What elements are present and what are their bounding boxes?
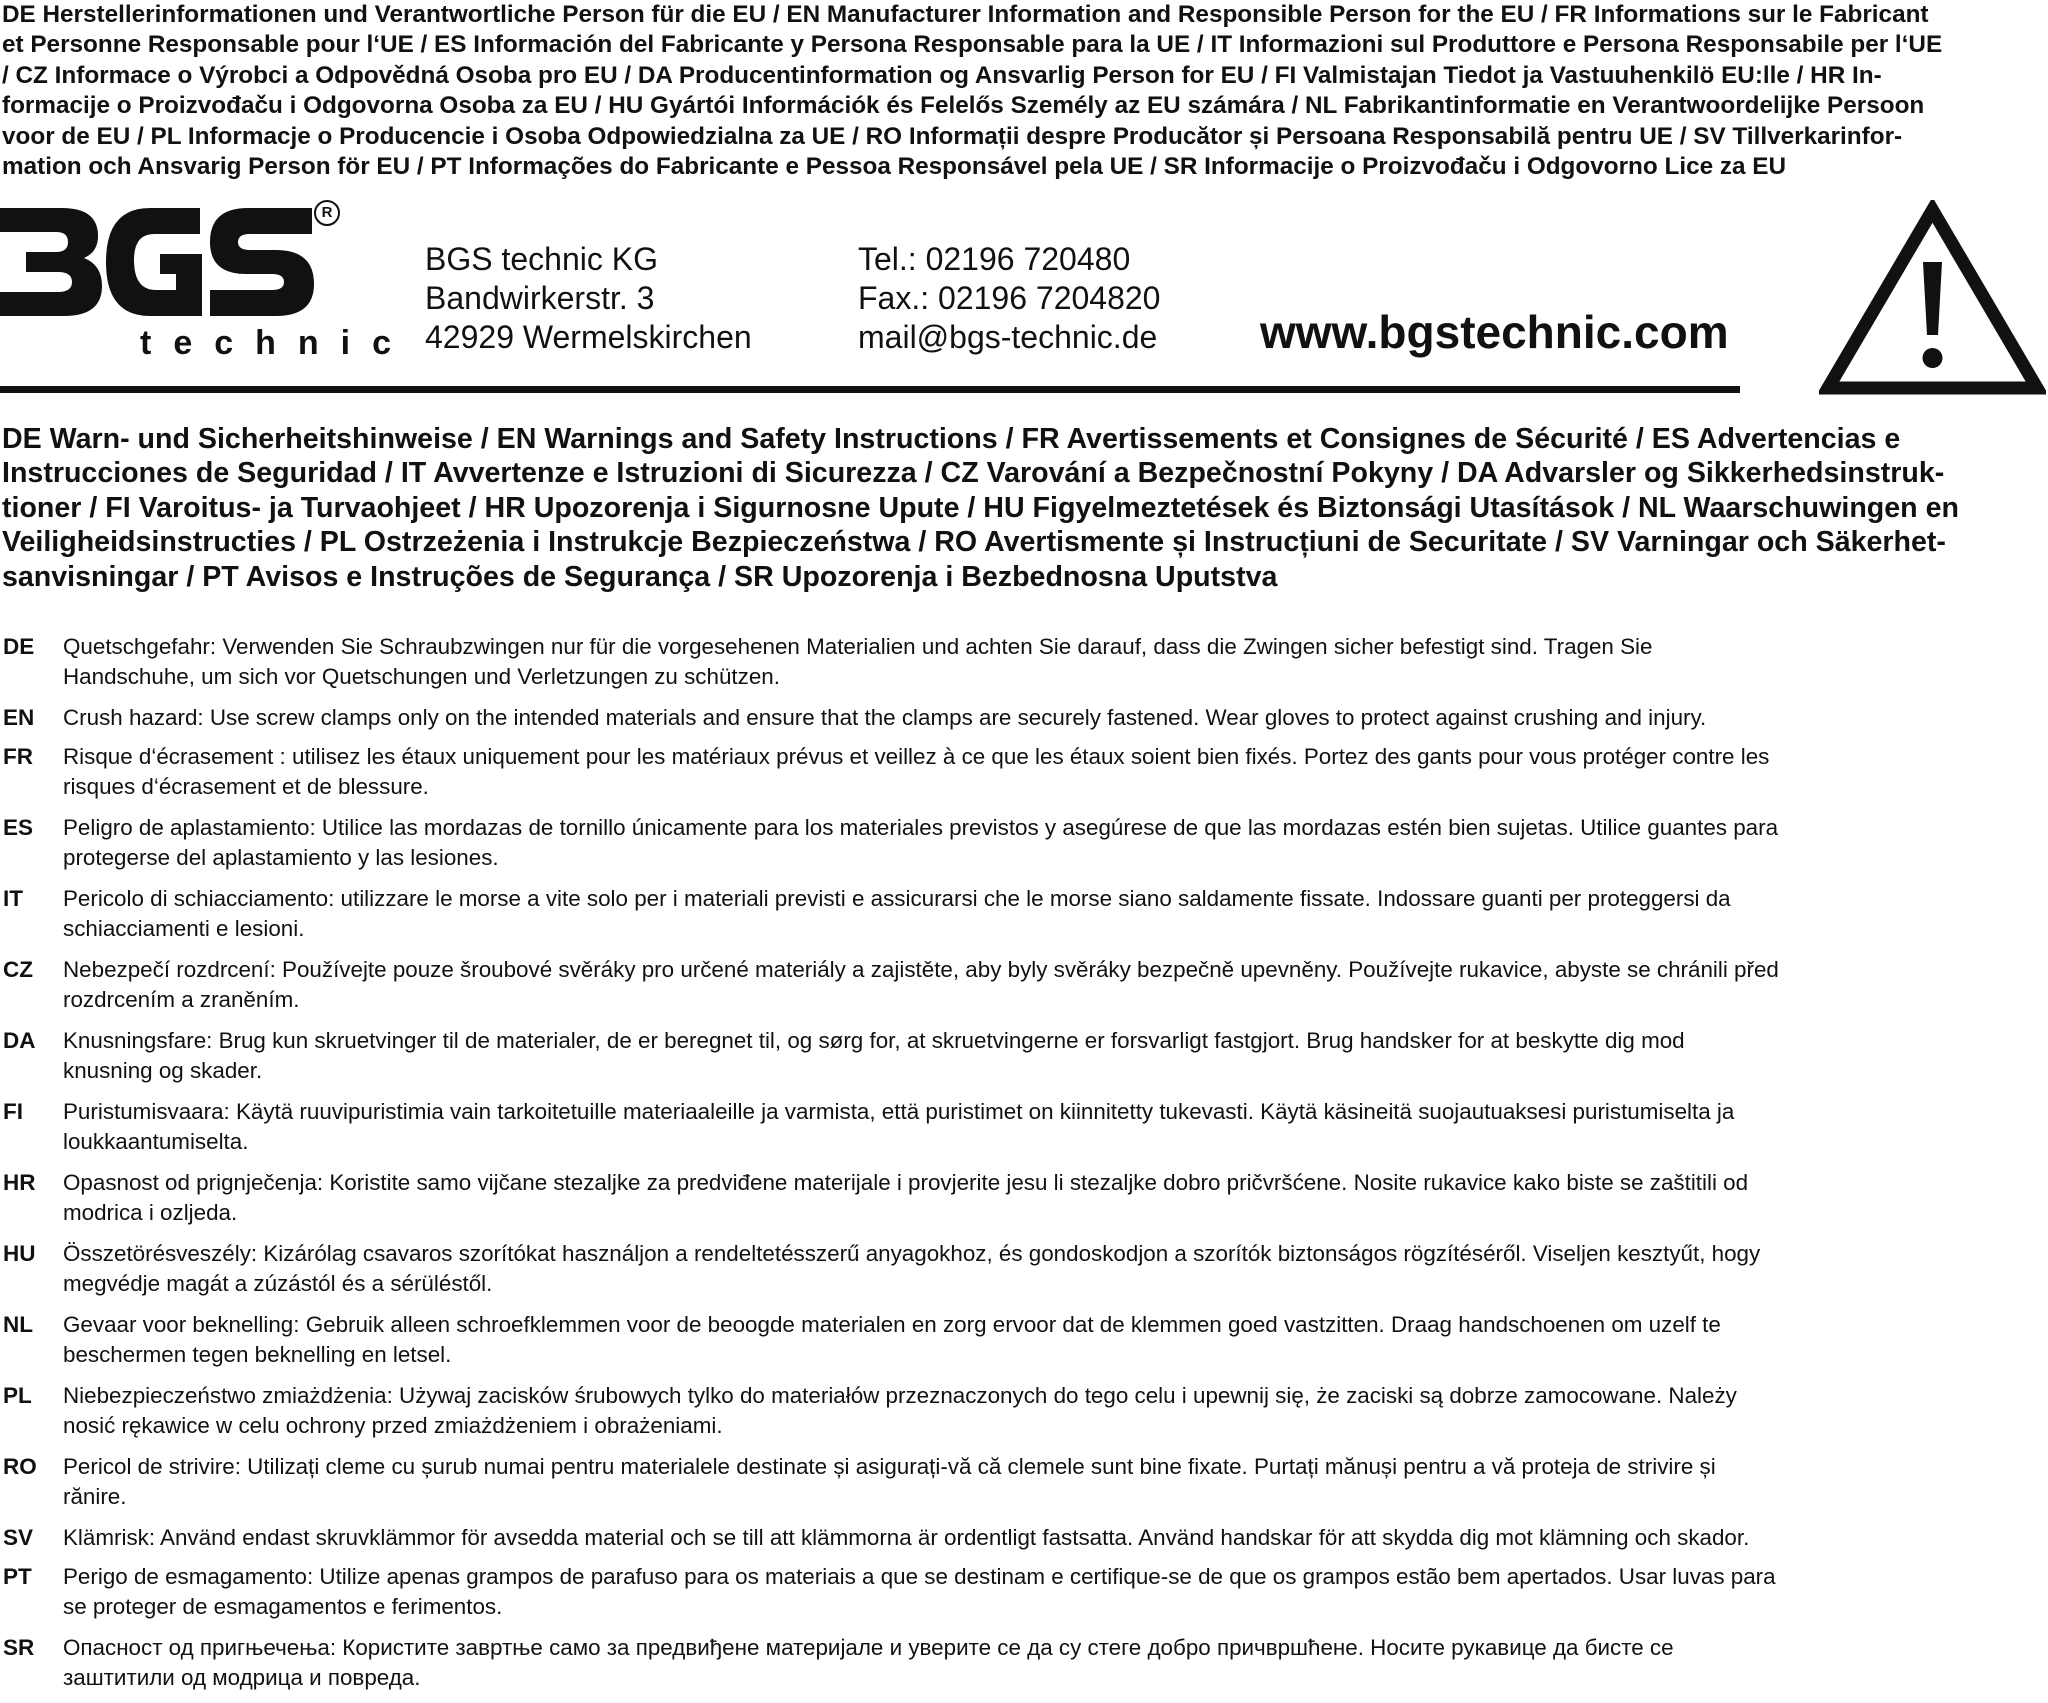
language-code: FI bbox=[3, 1099, 23, 1124]
text-line: Опасност од пригњечења: Користите завртње само за предвиђене материјале и уверите се да су стеге добро причвршћене. Носите рукавице да бисте се bbox=[63, 1635, 1674, 1660]
phone-number: Tel.: 02196 720480 bbox=[858, 241, 1131, 277]
language-code: NL bbox=[3, 1312, 33, 1337]
text-line: rozdrcením a zraněním. bbox=[63, 987, 300, 1012]
text-line: risques d‘écrasement et de blessure. bbox=[63, 774, 429, 799]
list-item bbox=[0, 1025, 2046, 1096]
text-line: nosić rękawice w celu ochrony przed zmiażdżeniem i obrażeniami. bbox=[63, 1413, 723, 1438]
header-divider bbox=[0, 386, 1740, 393]
text-line: Perigo de esmagamento: Utilize apenas grampos de parafuso para os materiais a que se destinam e certifique-se de que os grampos estão bem apertados. Usar luvas para bbox=[63, 1564, 1776, 1589]
list-item bbox=[0, 812, 2046, 883]
heading-line: sanvisningar / PT Avisos e Instruções de Segurança / SR Upozorenja i Bezbednosna Uputstva bbox=[2, 560, 1278, 593]
bgs-logo bbox=[0, 200, 414, 362]
text-line: Handschuhe, um sich vor Quetschungen und Verletzungen zu schützen. bbox=[63, 664, 780, 689]
text-line: Peligro de aplastamiento: Utilice las mordazas de tornillo únicamente para los materiales previstos y asegúrese de que las mordazas estén bien sujetas. Utilice guantes para bbox=[63, 815, 1779, 840]
postal-city: 42929 Wermelskirchen bbox=[425, 319, 752, 355]
entry-text bbox=[63, 1310, 2048, 1370]
safety-entries-list bbox=[0, 631, 2046, 1703]
company-name: BGS technic KG bbox=[425, 241, 658, 277]
language-code: SV bbox=[3, 1525, 34, 1550]
text-line: protegerse del aplastamiento y las lesiones. bbox=[63, 845, 499, 870]
text-line: Niebezpieczeństwo zmiażdżenia: Używaj zacisków śrubowych tylko do materiałów przeznaczonych do tego celu i upewnij się, że zaciski są dobrze zamocowane. Należy bbox=[63, 1383, 1737, 1408]
text-line: заштитили од модрица и повреда. bbox=[63, 1665, 421, 1690]
text-line: Pericol de strivire: Utilizați cleme cu șurub numai pentru materialele destinate și asigurați-vă că clemele sunt bine fixate. Purtați mănuși pentru a vă proteja de strivire și bbox=[63, 1454, 1716, 1479]
list-item bbox=[0, 883, 2046, 954]
logo-subtext: technic bbox=[140, 324, 414, 362]
text-line: loukkaantumiselta. bbox=[63, 1129, 249, 1154]
entry-text bbox=[63, 742, 2048, 802]
fax-number: Fax.: 02196 7204820 bbox=[858, 280, 1161, 316]
entry-text bbox=[63, 1452, 2048, 1512]
company-address bbox=[425, 240, 752, 357]
safety-instructions-heading bbox=[2, 422, 2042, 594]
text-line: schiacciamenti e lesioni. bbox=[63, 916, 305, 941]
language-code: RO bbox=[3, 1454, 37, 1479]
heading-line: DE Warn- und Sicherheitshinweise / EN Warnings and Safety Instructions / FR Avertissements et Consignes de Sécurité / ES Advertencias e bbox=[2, 423, 1901, 455]
entry-text bbox=[63, 632, 2048, 692]
list-item bbox=[0, 741, 2046, 812]
text-line: Puristumisvaara: Käytä ruuvipuristimia vain tarkoitetuille materiaaleille ja varmista, että puristimet on kiinnitetty tukevasti. Käytä käsineitä suojautuaksesi puristumiselta ja bbox=[63, 1099, 1735, 1124]
list-item bbox=[0, 1380, 2046, 1451]
heading-line: Veiligheidsinstructies / PL Ostrzeżenia i Instrukcje Bezpieczeństwa / RO Avertismente și Instrucțiuni de Securitate / SV Varningar och Säkerhet- bbox=[2, 526, 1946, 559]
language-code: HR bbox=[3, 1170, 36, 1195]
language-code: ES bbox=[3, 815, 34, 840]
language-code: EN bbox=[3, 705, 35, 730]
text-line: Pericolo di schiacciamento: utilizzare le morse a vite solo per i materiali previsti e assicurarsi che le morse siano saldamente fissate. Indossare guanti per proteggersi da bbox=[63, 886, 1731, 911]
text-line: Knusningsfare: Brug kun skruetvinger til de materialer, de er beregnet til, og sørg for, at skruetvingerne er forsvarligt fastgjort. Brug handsker for at beskytte dig mod bbox=[63, 1028, 1685, 1053]
text-line: megvédje magát a zúzástól és a sérüléstől. bbox=[63, 1271, 493, 1296]
text-line: Összetörésveszély: Kizárólag csavaros szorítókat használjon a rendeltetésszerű anyagokhoz, és gondoskodjon a szorítók biztonságos rögzítéséről. Viseljen kesztyűt, hogy bbox=[63, 1241, 1761, 1266]
language-code: FR bbox=[3, 744, 33, 769]
heading-line: Instrucciones de Seguridad / IT Avvertenze e Istruzioni di Sicurezza / CZ Varování a Bezpečnostní Pokyny / DA Advarsler og Sikkerhedsinstruk- bbox=[2, 457, 1945, 490]
entry-text bbox=[63, 1523, 2048, 1553]
manufacturer-info-heading bbox=[2, 0, 2042, 182]
list-item bbox=[0, 1561, 2046, 1632]
entry-text bbox=[63, 1633, 2048, 1693]
heading-line: tioner / FI Varoitus- ja Turvaohjeet / HR Upozorenja i Sigurnosne Upute / HU Figyelmeztetések és Biztonsági Utasítások / NL Waarschuwingen en bbox=[2, 491, 1959, 524]
language-code: HU bbox=[3, 1241, 36, 1266]
language-code: SR bbox=[3, 1635, 35, 1660]
language-code: DA bbox=[3, 1028, 36, 1053]
entry-text bbox=[63, 1026, 2048, 1086]
bgs-wordmark bbox=[0, 200, 315, 320]
entry-text bbox=[63, 1097, 2048, 1157]
heading-line: formacije o Proizvođaču i Odgovorna Osoba za EU / HU Gyártói Információk és Felelős Személy az EU számára / NL Fabrikantinformatie en Verantwoordelijke Persoon bbox=[2, 92, 1925, 120]
text-line: Nebezpečí rozdrcení: Používejte pouze šroubové svěráky pro určené materiály a zajistěte, aby byly svěráky bezpečně upevněny. Používejte rukavice, abyste se chránili před bbox=[63, 957, 1779, 982]
text-line: rănire. bbox=[63, 1484, 127, 1509]
language-code: PL bbox=[3, 1383, 32, 1408]
entry-text bbox=[63, 884, 2048, 944]
text-line: Klämrisk: Använd endast skruvklämmor för avsedda material och se till att klämmorna är ordentligt fastsatta. Använd handskar för att skydda dig mot klämning och skador. bbox=[63, 1525, 1750, 1550]
entry-text bbox=[63, 1239, 2048, 1299]
text-line: Risque d‘écrasement : utilisez les étaux uniquement pour les matériaux prévus et veillez à ce que les étaux soient bien fixés. Portez des gants pour vous protéger contre les bbox=[63, 744, 1770, 769]
list-item bbox=[0, 631, 2046, 702]
heading-line: DE Herstellerinformationen und Verantwortliche Person für die EU / EN Manufacturer Information and Responsible Person for the EU / FR Informations sur le Fabricant bbox=[2, 1, 1929, 28]
heading-line: voor de EU / PL Informacje o Producencie i Osoba Odpowiedzialna za UE / RO Informații despre Producător și Persoana Responsabilă pentru UE / SV Tillverkarinfor- bbox=[2, 122, 1903, 150]
language-code: PT bbox=[3, 1564, 32, 1589]
text-line: Quetschgefahr: Verwenden Sie Schraubzwingen nur für die vorgesehenen Materialien und achten Sie darauf, dass die Zwingen sicher befestigt sind. Tragen Sie bbox=[63, 634, 1653, 659]
website-link[interactable]: www.bgstechnic.com bbox=[1260, 306, 1729, 358]
language-code: CZ bbox=[3, 957, 33, 982]
heading-line: mation och Ansvarig Person för EU / PT Informações do Fabricante e Pessoa Responsável pela UE / SR Informacije o Proizvođaču i Odgovorno Lice za EU bbox=[2, 153, 1787, 181]
list-item bbox=[0, 1238, 2046, 1309]
language-code: DE bbox=[3, 634, 35, 659]
list-item bbox=[0, 1522, 2046, 1561]
warning-triangle-icon bbox=[1819, 200, 2046, 396]
list-item bbox=[0, 954, 2046, 1025]
entry-text bbox=[63, 955, 2048, 1015]
email-address[interactable]: mail@bgs-technic.de bbox=[858, 319, 1158, 355]
entry-text bbox=[63, 1381, 2048, 1441]
street-address: Bandwirkerstr. 3 bbox=[425, 280, 655, 316]
text-line: se proteger de esmagamentos e ferimentos. bbox=[63, 1594, 503, 1619]
language-code: IT bbox=[3, 886, 23, 911]
text-line: modrica i ozljeda. bbox=[63, 1200, 238, 1225]
list-item bbox=[0, 1167, 2046, 1238]
entry-text bbox=[63, 813, 2048, 873]
text-line: Opasnost od prignječenja: Koristite samo vijčane stezaljke za predviđene materijale i provjerite jesu li stezaljke dobro pričvršćene. Nosite rukavice kako biste se zaštitili od bbox=[63, 1170, 1749, 1195]
company-contact bbox=[858, 240, 1160, 357]
text-line: beschermen tegen beknelling en letsel. bbox=[63, 1342, 452, 1367]
text-line: Crush hazard: Use screw clamps only on the intended materials and ensure that the clamps are securely fastened. Wear gloves to protect against crushing and injury. bbox=[63, 705, 1707, 730]
text-line: knusning og skader. bbox=[63, 1058, 263, 1083]
entry-text bbox=[63, 1168, 2048, 1228]
list-item bbox=[0, 1309, 2046, 1380]
registered-trademark-icon: R bbox=[314, 200, 340, 226]
list-item bbox=[0, 702, 2046, 741]
list-item bbox=[0, 1632, 2046, 1703]
entry-text bbox=[63, 1562, 2048, 1622]
heading-line: et Personne Responsable pour l‘UE / ES Información del Fabricante y Persona Responsable para la UE / IT Informazioni sul Produttore e Persona Responsabile per l‘UE bbox=[2, 31, 1943, 59]
text-line: Gevaar voor beknelling: Gebruik alleen schroefklemmen voor de beoogde materialen en zorg ervoor dat de klemmen goed vastzitten. Draag handschoenen om uzelf te bbox=[63, 1312, 1721, 1337]
list-item bbox=[0, 1451, 2046, 1522]
list-item bbox=[0, 1096, 2046, 1167]
heading-line: / CZ Informace o Výrobci a Odpovědná Osoba pro EU / DA Producentinformation og Ansvarlig Person for EU / FI Valmistajan Tiedot ja Vastuuhenkilö EU:lle / HR In- bbox=[2, 61, 1882, 89]
entry-text bbox=[63, 703, 2048, 733]
